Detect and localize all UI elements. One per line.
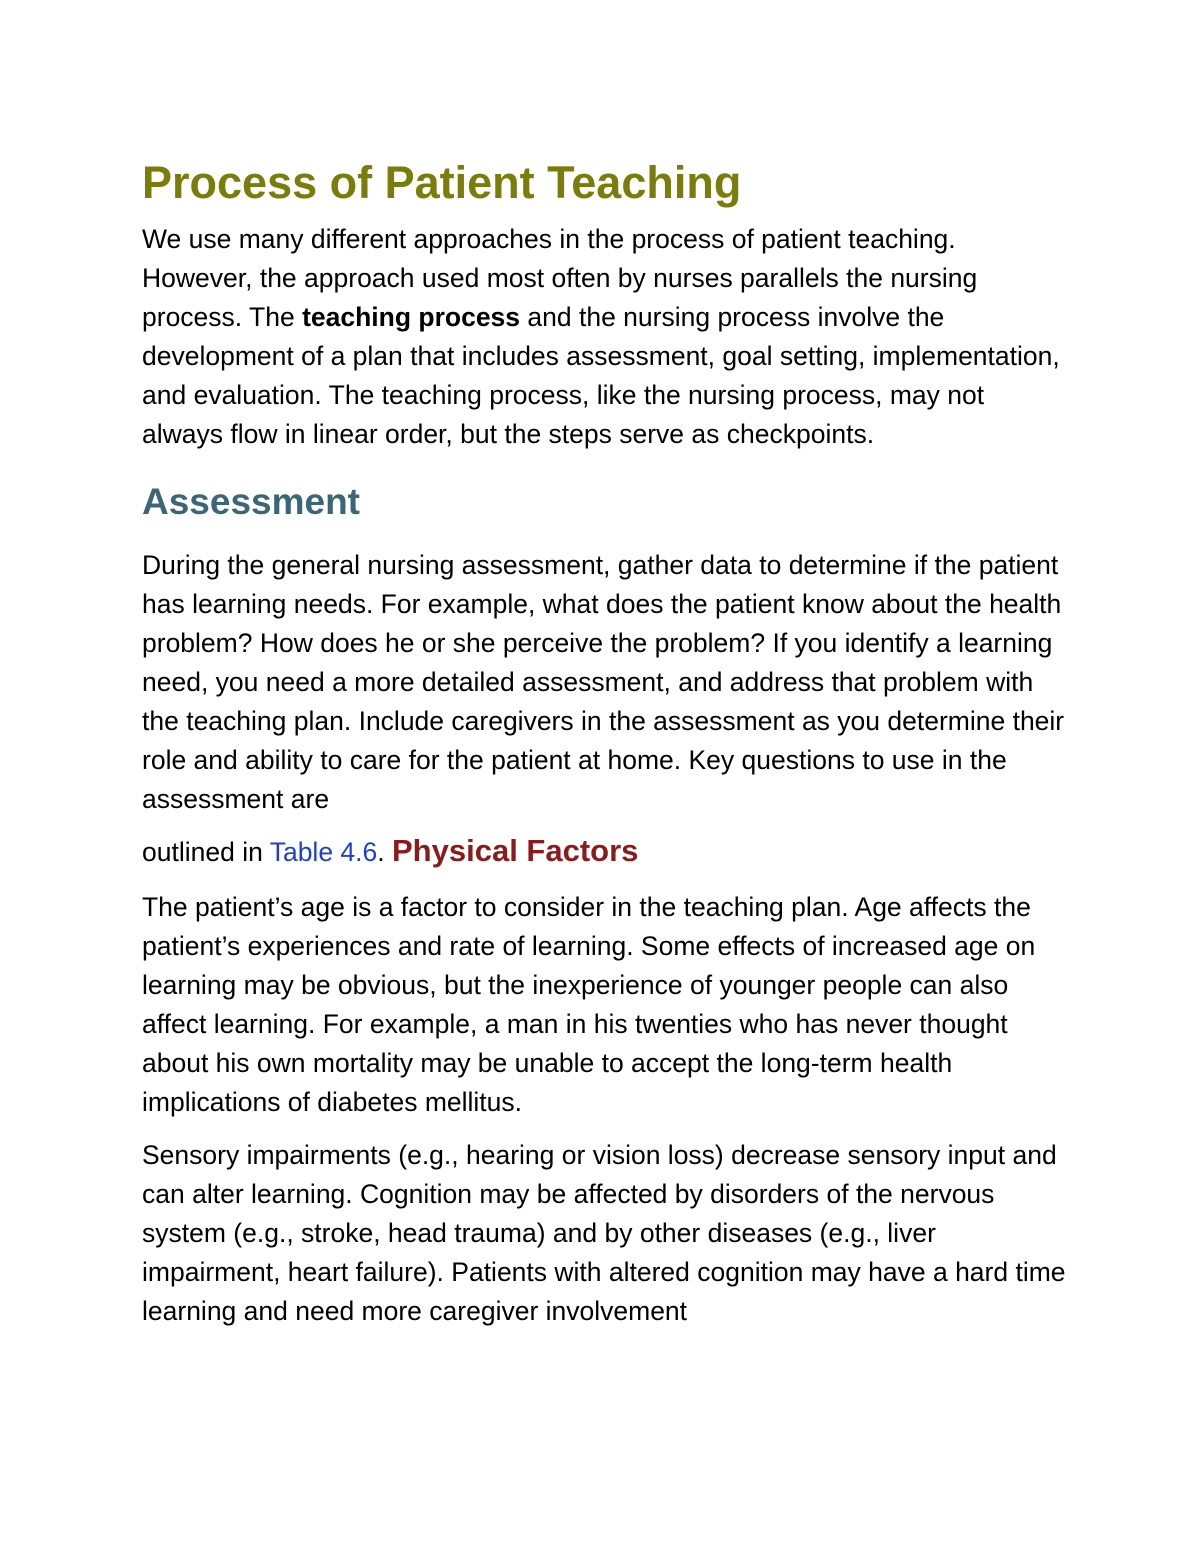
intro-bold-term: teaching process xyxy=(302,302,521,332)
assessment-paragraph: During the general nursing assessment, gather data to determine if the patient has learning needs. For example, what does the patient know about the health problem? How does he or she perceive the problem? If you identify a learning need, you need a more detailed assessment, and address that problem with the teaching plan. Include caregivers in the assessment as you determine their role and ability to care for the patient at home. Key questions to use in the assessment are xyxy=(142,550,1065,814)
outlined-prefix: outlined in xyxy=(142,837,270,867)
assessment-heading: Assessment xyxy=(142,481,361,522)
sensory-paragraph: Sensory impairments (e.g., hearing or vision loss) decrease sensory input and can alter learning. Cognition may be affected by disorders of the nervous system (e.g., stroke, head trauma) and by other diseases (e.g., liver impairment, heart failure). Patients with altered cognition may have a hard time learning and need more caregiver involvement xyxy=(142,1140,1066,1326)
table-4-6-link[interactable]: Table 4.6 xyxy=(269,837,378,867)
page-title: Process of Patient Teaching xyxy=(142,157,742,208)
age-paragraph: The patient’s age is a factor to consider in the teaching plan. Age affects the patient’s experiences and rate of learning. Some effects of increased age on learning may be obvious, but the inexperience of younger people can also affect learning. For example, a man in his twenties who has never thought about his own mortality may be unable to accept the long-term health implications of diabetes mellitus. xyxy=(142,892,1036,1117)
intro-paragraph xyxy=(142,220,1072,454)
outlined-line xyxy=(142,831,1072,872)
document-page xyxy=(142,150,1072,1331)
intro-text-2: and the nursing process involve the development of a plan that includes assessment, goal setting, implementation, and evaluation. The teaching process, like the nursing process, may not always flow in linear order, but the steps serve as checkpoints. xyxy=(142,302,1060,449)
outlined-suffix: . xyxy=(377,837,392,867)
intro-text-1: We use many different approaches in the process of patient teaching. However, the approach used most often by nurses parallels the nursing process. The xyxy=(142,224,978,332)
physical-factors-heading: Physical Factors xyxy=(392,833,639,868)
